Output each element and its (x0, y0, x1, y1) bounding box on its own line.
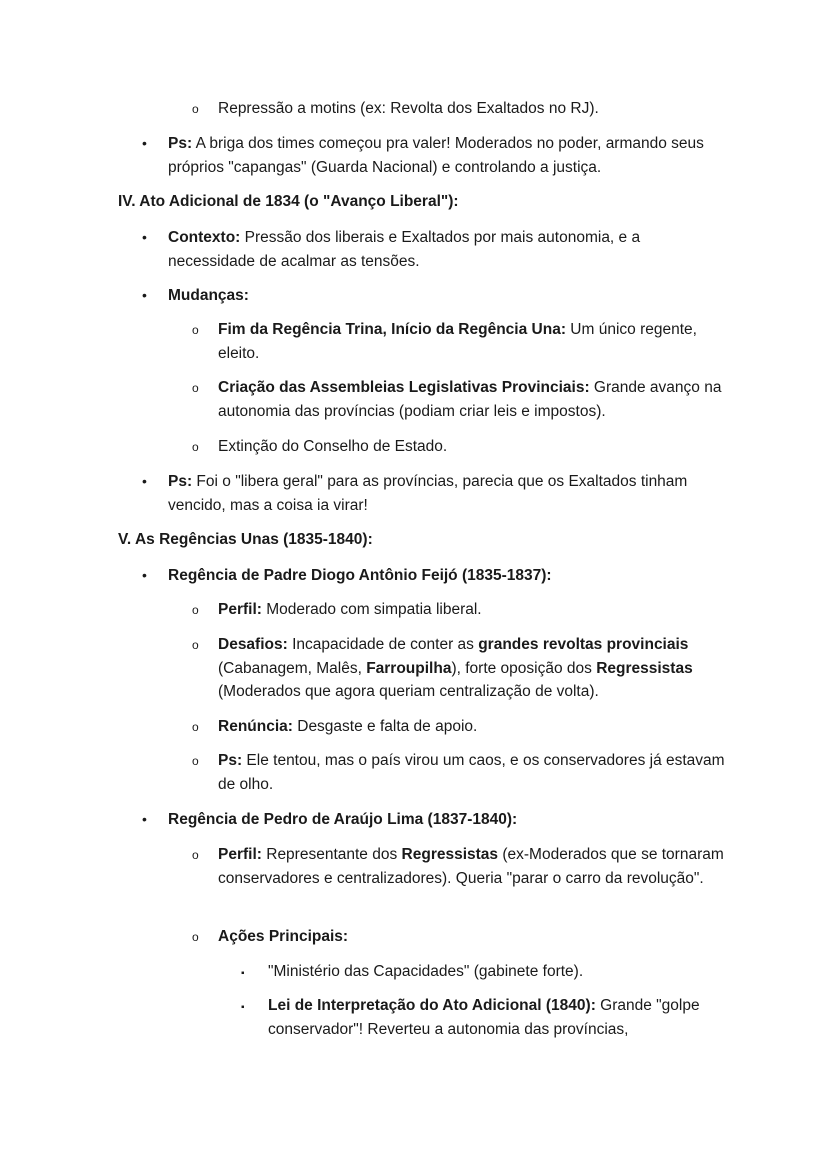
bullet-icon: • (142, 287, 147, 303)
item-text: (Moderados que agora queriam centralização de volta). (218, 683, 599, 700)
circle-bullet-icon: o (192, 930, 199, 944)
item-text: "Ministério das Capacidades" (gabinete forte). (268, 963, 584, 980)
circle-bullet-icon: o (192, 440, 199, 454)
list-item (192, 925, 728, 949)
item-label: Desafios: (218, 636, 288, 653)
list-item (142, 808, 728, 832)
item-label: Perfil: (218, 601, 262, 618)
item-text: ), forte oposição dos (451, 659, 597, 677)
item-text: Extinção do Conselho de Estado. (218, 438, 448, 455)
list-item (142, 132, 728, 179)
list-item (192, 598, 728, 622)
circle-bullet-icon: o (192, 638, 199, 652)
list-item (192, 376, 728, 423)
list-item (192, 435, 728, 459)
bullet-icon: • (142, 135, 147, 151)
circle-bullet-icon: o (192, 381, 199, 395)
item-emphasis: Regressistas (596, 659, 693, 677)
item-text: A briga dos times começou pra valer! Moderados no poder, armando seus próprios "capangas" (Guarda Nacional) e controlando a justiça. (168, 135, 704, 176)
item-text: Um único regente, eleito. (218, 321, 697, 362)
item-text: Repressão a motins (ex: Revolta dos Exaltados no RJ). (218, 100, 599, 117)
item-text: Grande "golpe conservador"! Reverteu a autonomia das províncias, (268, 997, 700, 1038)
item-emphasis: Regressistas (401, 846, 499, 863)
circle-bullet-icon: o (192, 603, 199, 617)
circle-bullet-icon: o (192, 720, 199, 734)
item-emphasis: Farroupilha (366, 659, 452, 677)
list-item (142, 226, 728, 273)
item-label: Ações Principais: (218, 928, 349, 945)
item-label: Regência de Pedro de Araújo Lima (1837-1840): (168, 811, 518, 828)
bullet-icon: • (142, 473, 147, 489)
circle-bullet-icon: o (192, 848, 199, 862)
item-label: Regência de Padre Diogo Antônio Feijó (1835-1837): (168, 567, 552, 584)
item-text: Representante dos (261, 846, 402, 863)
bullet-icon: • (142, 229, 147, 245)
item-label: Contexto: (168, 229, 241, 246)
item-text: Grande avanço na autonomia das províncias (podiam criar leis e impostos). (218, 379, 722, 420)
item-text: Foi o "libera geral" para as províncias, parecia que os Exaltados tinham vencido, mas a coisa ia virar! (168, 473, 688, 514)
list-item (192, 97, 728, 121)
item-text: (Cabanagem, Malês, (218, 659, 367, 677)
list-item (241, 994, 728, 1041)
list-item (192, 633, 728, 704)
square-bullet-icon: ▪ (241, 968, 245, 979)
list-item (192, 843, 728, 890)
item-text: (ex-Moderados que se tornaram conservadores e centralizadores). Queria "parar o carro da revolução". (218, 846, 724, 887)
item-text: Ele tentou, mas o país virou um caos, e os conservadores já estavam de olho. (218, 752, 725, 793)
item-text: Desgaste e falta de apoio. (292, 718, 478, 735)
item-label: Lei de Interpretação do Ato Adicional (1840): (268, 997, 596, 1014)
item-label: Ps: (218, 752, 243, 769)
item-label: Mudanças: (168, 287, 249, 304)
item-text: Pressão dos liberais e Exaltados por mais autonomia, e a necessidade de acalmar as tensões. (168, 229, 641, 270)
item-label: Ps: (168, 135, 193, 152)
section-heading: V. As Regências Unas (1835-1840): (118, 531, 373, 548)
bullet-icon: • (142, 567, 147, 583)
bullet-icon: • (142, 811, 147, 827)
section-heading: IV. Ato Adicional de 1834 (o "Avanço Liberal"): (118, 193, 459, 210)
list-item (241, 960, 728, 984)
list-item (142, 470, 728, 517)
item-text: Incapacidade de conter as (287, 636, 479, 653)
circle-bullet-icon: o (192, 323, 199, 337)
circle-bullet-icon: o (192, 102, 199, 116)
list-item (142, 284, 728, 308)
list-item (192, 715, 728, 739)
square-bullet-icon: ▪ (241, 1002, 245, 1013)
item-label: Fim da Regência Trina, Início da Regência Una: (218, 321, 566, 338)
list-item (142, 564, 728, 588)
list-item (192, 318, 728, 365)
item-text: Moderado com simpatia liberal. (261, 601, 482, 618)
item-emphasis: grandes revoltas provinciais (478, 636, 689, 653)
item-label: Criação das Assembleias Legislativas Provinciais: (218, 379, 590, 396)
item-label: Perfil: (218, 846, 262, 863)
item-label: Renúncia: (218, 718, 293, 735)
circle-bullet-icon: o (192, 754, 199, 768)
list-item (192, 749, 728, 796)
item-label: Ps: (168, 473, 193, 490)
